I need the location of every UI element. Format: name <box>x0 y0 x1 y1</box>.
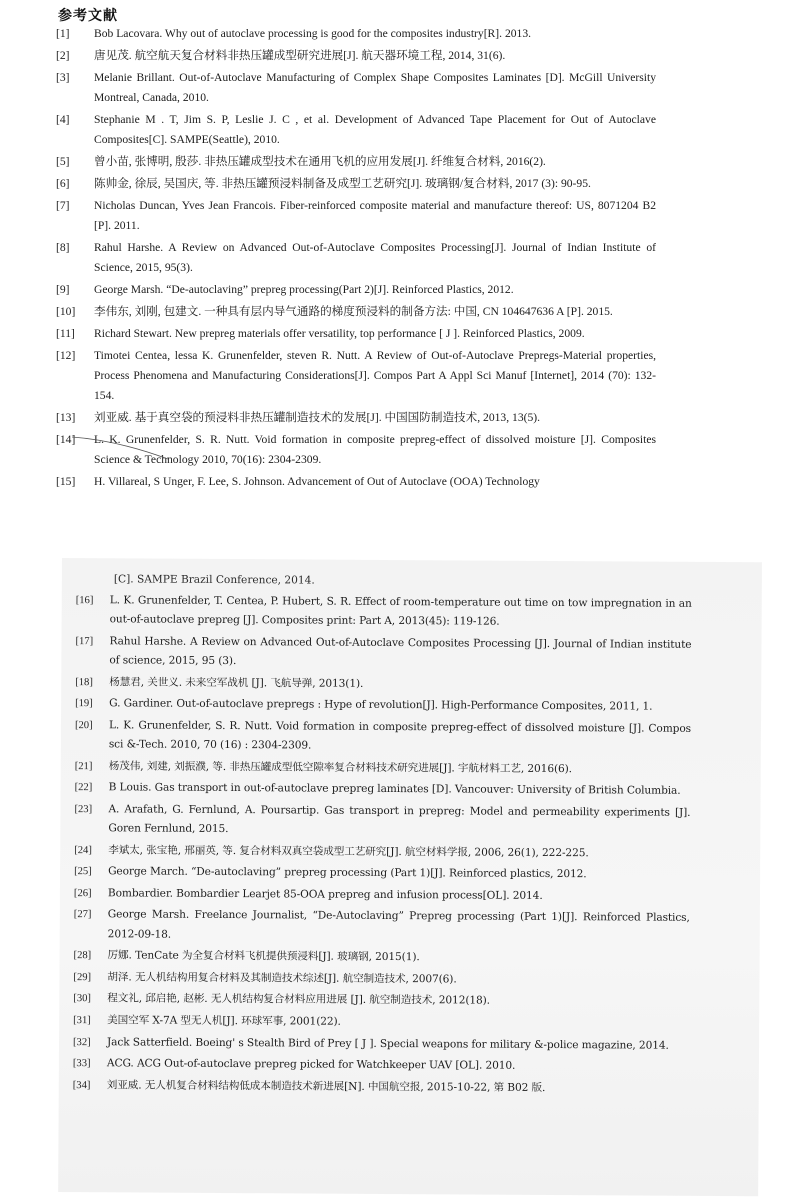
reference-item <box>75 632 691 674</box>
reference-number: [11] <box>56 327 75 340</box>
scanned-sheet-lower <box>58 558 762 1196</box>
reference-item <box>75 757 691 780</box>
reference-item <box>73 968 689 991</box>
reference-item <box>56 430 656 470</box>
reference-item <box>74 905 690 947</box>
reference-number: [5] <box>56 155 70 168</box>
reference-text: 美国空军 X-7A 型无人机[J]. 环球军事, 2001(22). <box>107 1014 341 1028</box>
reference-number: [32] <box>73 1036 91 1048</box>
reference-continuation: [C]. SAMPE Brazil Conference, 2014. <box>113 573 315 587</box>
reference-number: [12] <box>56 349 76 362</box>
reference-number: [8] <box>56 241 70 254</box>
reference-number: [24] <box>74 844 92 856</box>
reference-number: [13] <box>56 411 76 424</box>
reference-text: Jack Satterfield. Boeing' s Stealth Bird of Prey [ J ]. Special weapons for military &-police magazine, 2014. <box>107 1035 669 1052</box>
reference-number: [4] <box>56 113 70 126</box>
reference-item <box>73 1054 689 1077</box>
reference-item <box>74 862 690 885</box>
reference-item <box>56 324 656 344</box>
reference-number: [7] <box>56 199 70 212</box>
reference-text: Stephanie M . T, Jim S. P, Leslie J. C , et al. Development of Advanced Tape Placement for Out of Autoclave Composites[C]. SAMPE(Seattle), 2010. <box>94 113 656 146</box>
reference-text: 刘亚威. 无人机复合材料结构低成本制造技术新进展[N]. 中国航空报, 2015-10-22, 第 B02 版. <box>106 1078 546 1094</box>
reference-number: [23] <box>74 803 93 815</box>
reference-item <box>56 238 656 278</box>
reference-text: 杨茂伟, 刘建, 刘振濮, 等. 非热压罐成型低空隙率复合材料技术研究进展[J]. 宇航材料工艺, 2016(6). <box>108 759 573 775</box>
reference-text: 李斌太, 张宝艳, 邢丽英, 等. 复合材料双真空袋成型工艺研究[J]. 航空材料学报, 2006, 26(1), 222-225. <box>108 843 589 859</box>
reference-number: [22] <box>74 782 93 794</box>
reference-number: [20] <box>74 719 93 731</box>
reference-text: Melanie Brillant. Out-of-Autoclave Manufacturing of Complex Shape Composites Laminates [D]. McGill University Montreal, Canada, 2010. <box>94 71 656 104</box>
reference-number: [19] <box>75 698 93 710</box>
reference-item <box>75 673 691 696</box>
reference-text: H. Villareal, S Unger, F. Lee, S. Johnson. Advancement of Out of Autoclave (OOA) Technology <box>94 475 540 488</box>
reference-text: Nicholas Duncan, Yves Jean Francois. Fiber-reinforced composite material and manufacture thereof: US, 8071204 B2 [P]. 2011. <box>94 199 656 232</box>
reference-text: Timotei Centea, lessa K. Grunenfelder, steven R. Nutt. A Review of Out-of-Autoclave Prepregs-Material properties, Process Phenomena and Manufacturing Considerations[J]. Compos Part A Appl Sci Manuf [Internet], 2014 (70): 132-154. <box>94 349 656 402</box>
reference-number: [21] <box>74 760 93 772</box>
references-heading: 参考文献 <box>58 8 118 24</box>
reference-text: George Marsh. Freelance Journalist, “De-Autoclaving” Prepreg processing (Part 1)[J]. Reinforced Plastics, 2012-09-18. <box>107 908 690 941</box>
reference-item <box>73 1011 689 1034</box>
reference-number: [27] <box>73 909 92 921</box>
reference-item <box>56 196 656 236</box>
reference-number: [15] <box>56 475 76 488</box>
reference-item <box>56 24 656 44</box>
reference-item <box>56 68 656 108</box>
reference-number: [6] <box>56 177 70 190</box>
reference-text: George March. “De-autoclaving” prepreg processing (Part 1)[J]. Reinforced plastics, 2012. <box>108 865 587 881</box>
reference-number: [10] <box>56 305 76 318</box>
reference-number: [25] <box>74 866 92 878</box>
reference-item <box>56 174 656 194</box>
reference-text: ACG. ACG Out-of-autoclave prepreg picked for Watchkeeper UAV [OL]. 2010. <box>106 1057 516 1072</box>
reference-number: [2] <box>56 49 70 62</box>
reference-text: Bombardier. Bombardier Learjet 85-OOA prepreg and infusion process[OL]. 2014. <box>107 887 543 902</box>
reference-number: [17] <box>75 635 94 647</box>
reference-text: A. Arafath, G. Fernlund, A. Poursartip. Gas transport in prepreg: Model and permeability experiments [J]. Goren Fernlund, 2015. <box>108 803 691 835</box>
reference-number: [3] <box>56 71 70 84</box>
reference-number: [30] <box>73 993 91 1005</box>
reference-text: 曾小苗, 张博明, 殷莎. 非热压罐成型技术在通用飞机的应用发展[J]. 纤维复合材料, 2016(2). <box>94 155 546 168</box>
reference-item <box>73 989 689 1012</box>
reference-list-lower <box>73 570 692 1101</box>
reference-item <box>75 716 691 758</box>
reference-number: [31] <box>73 1014 91 1027</box>
reference-item <box>56 302 656 322</box>
reference-number: [28] <box>73 950 92 962</box>
reference-text: 唐见茂. 航空航天复合材料非热压罐成型研究进展[J]. 航天器环境工程, 2014, 31(6). <box>94 49 506 62</box>
reference-item <box>56 472 656 492</box>
reference-text: George Marsh. “De-autoclaving” prepreg processing(Part 2)[J]. Reinforced Plastics, 2012. <box>94 283 514 296</box>
reference-item <box>56 110 656 150</box>
reference-text: Rahul Harshe. A Review on Advanced Out-of-Autoclave Composites Processing [J]. Journal of Indian institute of science, 2015, 95 (3). <box>109 635 692 668</box>
reference-text: B Louis. Gas transport in out-of-autoclave prepreg laminates [D]. Vancouver: University of British Columbia. <box>108 781 681 797</box>
reference-item <box>56 408 656 428</box>
reference-list-upper <box>56 24 656 494</box>
reference-text: Richard Stewart. New prepreg materials offer versatility, top performance [ J ]. Reinforced Plastics, 2009. <box>94 327 585 340</box>
reference-number: [9] <box>56 283 70 296</box>
reference-item <box>76 591 692 633</box>
reference-text: 杨慧君, 关世义. 未来空军战机 [J]. 飞航导弹, 2013(1). <box>109 675 364 690</box>
reference-item <box>74 946 690 969</box>
reference-number: [18] <box>75 676 93 688</box>
reference-number: [14] <box>56 433 76 446</box>
reference-item <box>74 800 690 842</box>
reference-number: [1] <box>56 27 70 40</box>
reference-number: [26] <box>73 887 92 899</box>
reference-item <box>74 841 690 864</box>
reference-text: Bob Lacovara. Why out of autoclave processing is good for the composites industry[R]. 2013. <box>94 27 532 40</box>
reference-text: L. K. Grunenfelder, S. R. Nutt. Void formation in composite prepreg-effect of dissolved moisture [J]. Compos sci &-Tech. 2010, 70 (16) : 2304-2309. <box>108 719 692 752</box>
reference-item <box>75 694 691 717</box>
reference-number: [33] <box>72 1058 91 1070</box>
reference-text: L. K. Grunenfelder, T. Centea, P. Hubert, S. R. Effect of room-temperature out time on tow impregnation in an out-of-autoclave prepreg [J]. Composites print: Part A, 2013(45): 119-126. <box>109 594 692 628</box>
reference-item <box>56 152 656 172</box>
reference-number: [16] <box>75 595 94 607</box>
reference-text: 程文礼, 邱启艳, 赵彬. 无人机结构复合材料应用进展 [J]. 航空制造技术, 2012(18). <box>107 992 491 1007</box>
reference-number: [34] <box>72 1079 91 1091</box>
reference-item <box>74 884 690 907</box>
reference-text: Rahul Harshe. A Review on Advanced Out-of-Autoclave Composites Processing[J]. Journal of Indian Institute of Science, 2015, 95(3). <box>94 241 656 274</box>
reference-item <box>75 778 691 801</box>
reference-text: G. Gardiner. Out-of-autoclave prepregs : Hype of revolution[J]. High-Performance Composites, 2011, 1. <box>109 697 653 713</box>
reference-text: 厉娜. TenCate 为全复合材料飞机提供预浸料[J]. 玻璃钢, 2015(1). <box>107 949 420 964</box>
reference-item <box>56 346 656 406</box>
reference-text: 刘亚威. 基于真空袋的预浸料非热压罐制造技术的发展[J]. 中国国防制造技术, 2013, 13(5). <box>94 411 541 424</box>
reference-item <box>73 1076 689 1099</box>
reference-text: 陈帅金, 徐辰, 吴国庆, 等. 非热压罐预浸料制备及成型工艺研究[J]. 玻璃钢/复合材料, 2017 (3): 90-95. <box>94 177 591 190</box>
reference-text: L. K. Grunenfelder, S. R. Nutt. Void formation in composite prepreg-effect of dissolved moisture [J]. Composites Science & Technology 2010, 70(16): 2304-2309. <box>94 433 656 466</box>
reference-text: 胡泽. 无人机结构用复合材料及其制造技术综述[J]. 航空制造技术, 2007(6). <box>107 971 457 986</box>
reference-number: [29] <box>73 971 92 983</box>
reference-item <box>73 1033 689 1056</box>
reference-text: 李伟东, 刘刚, 包建文. 一种具有层内导气通路的梯度预浸料的制备方法: 中国, CN 104647636 A [P]. 2015. <box>94 305 613 318</box>
reference-item <box>56 280 656 300</box>
reference-item <box>56 46 656 66</box>
